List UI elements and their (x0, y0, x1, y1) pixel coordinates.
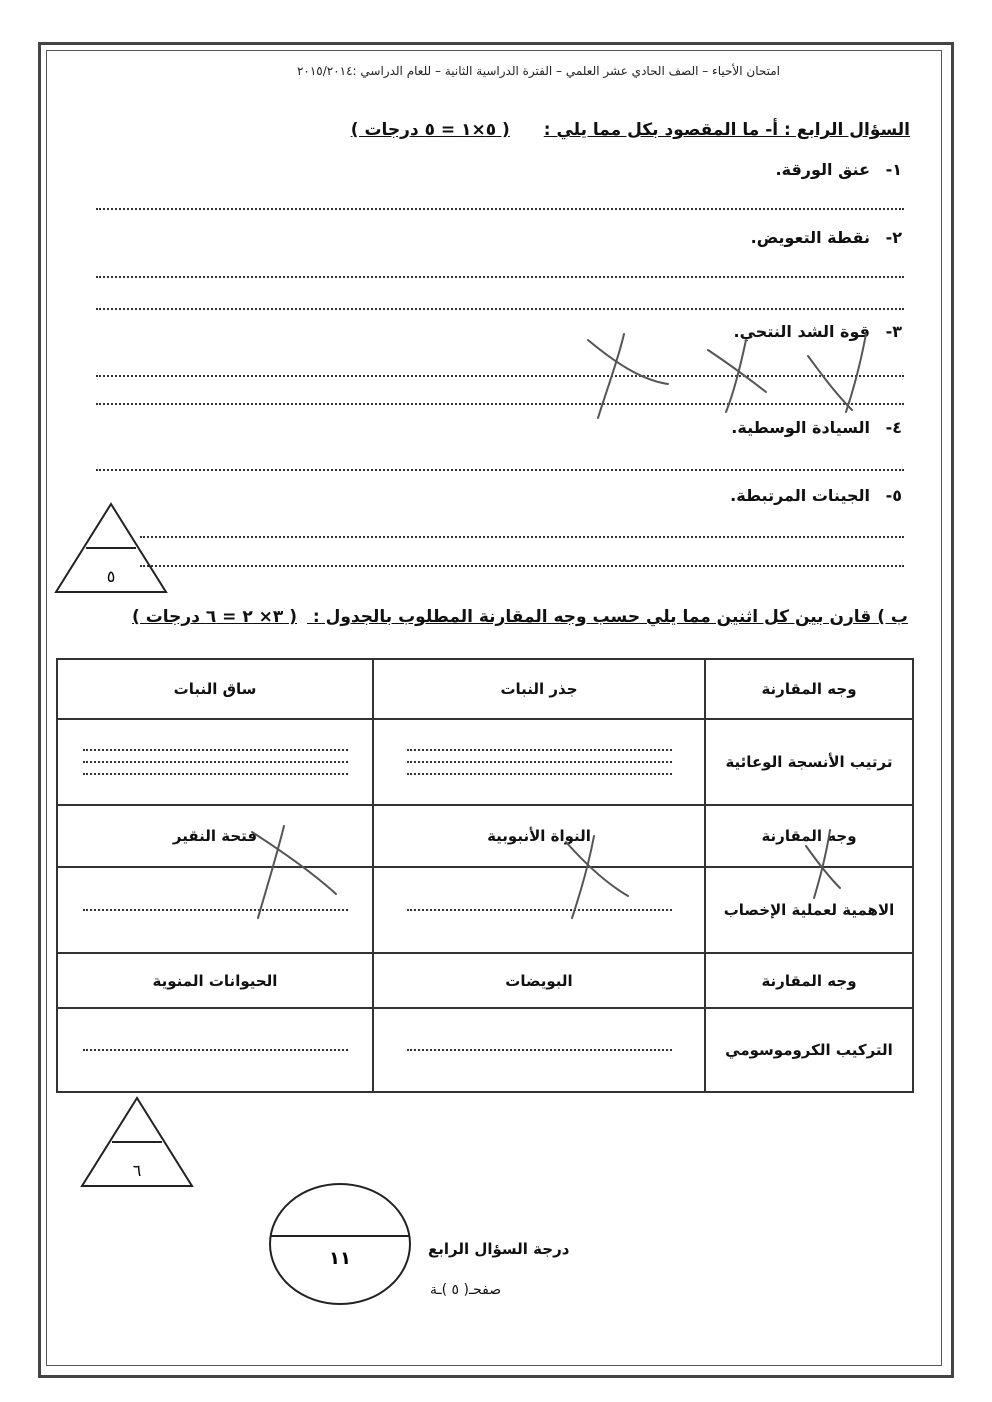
answer-line[interactable] (96, 308, 904, 310)
answer-line[interactable] (96, 375, 904, 377)
answer-cell[interactable] (57, 1008, 373, 1092)
answer-line[interactable] (96, 403, 904, 405)
item-number: ١- (885, 160, 902, 179)
aspect-cell: وجه المقارنة (705, 953, 913, 1008)
definition-item (734, 322, 902, 341)
total-grade-value: ١١ (329, 1248, 351, 1269)
part-b-marks: ( ٣× ٢ = ٦ درجات ) (132, 607, 297, 627)
answer-line[interactable] (96, 276, 904, 278)
definition-item (730, 486, 902, 505)
item-text: قوة الشد النتحي. (733, 322, 870, 341)
answer-cell[interactable] (57, 867, 373, 953)
answer-cell[interactable] (373, 719, 705, 805)
answer-line[interactable] (96, 469, 904, 471)
part-b-title (132, 607, 908, 627)
aspect-cell: وجه المقارنة (705, 659, 913, 719)
answer-line[interactable] (140, 565, 904, 567)
answer-line[interactable] (96, 208, 904, 210)
question-4-marks: ( ٥×١ = ٥ درجات ) (350, 120, 510, 140)
exam-header: امتحان الأحياء – الصف الحادي عشر العلمي – الفترة الدراسية الثانية – للعام الدراسي :٢٠١٥/٢٠١٤ (296, 64, 780, 78)
table-header-cell: النواة الأنبوبية (373, 805, 705, 867)
item-number: ٢- (885, 228, 902, 247)
answer-cell[interactable] (57, 719, 373, 805)
item-number: ٥- (885, 486, 902, 505)
score-a-value: ٥ (106, 567, 116, 586)
definition-item (751, 228, 902, 247)
table-row (57, 719, 913, 805)
page-number: صفحـ( ٥ )ـة (430, 1282, 502, 1298)
table-header-cell: الحيوانات المنوية (57, 953, 373, 1008)
table-row (57, 659, 913, 719)
table-row (57, 1008, 913, 1092)
score-triangle-b (78, 1094, 196, 1190)
total-grade-circle (265, 1180, 415, 1310)
grade-label: درجة السؤال الرابع (428, 1240, 570, 1258)
table-header-cell: جذر النبات (373, 659, 705, 719)
aspect-cell: وجه المقارنة (705, 805, 913, 867)
part-b-label: ب ) قارن بين كل اثنين مما يلي حسب وجه المقارنة المطلوب بالجدول : (312, 607, 908, 627)
item-text: عنق الورقة. (775, 160, 870, 179)
aspect-cell: الاهمية لعملية الإخصاب (705, 867, 913, 953)
table-row (57, 867, 913, 953)
answer-cell[interactable] (373, 1008, 705, 1092)
definition-item (731, 418, 902, 437)
question-4-label: السؤال الرابع : أ- ما المقصود بكل مما يلي : (543, 120, 910, 140)
score-triangle-a (52, 500, 170, 596)
table-header-cell: ساق النبات (57, 659, 373, 719)
table-header-cell: فتحة النقير (57, 805, 373, 867)
item-number: ٤- (885, 418, 902, 437)
table-row (57, 953, 913, 1008)
item-text: السيادة الوسطية. (731, 418, 870, 437)
answer-line[interactable] (140, 536, 904, 538)
definition-item (776, 160, 902, 179)
comparison-table (56, 658, 914, 1093)
table-row (57, 805, 913, 867)
table-header-cell: البويضات (373, 953, 705, 1008)
item-text: نقطة التعويض. (750, 228, 870, 247)
aspect-cell: ترتيب الأنسجة الوعائية (705, 719, 913, 805)
score-b-value: ٦ (132, 1161, 142, 1180)
item-number: ٣- (885, 322, 902, 341)
aspect-cell: التركيب الكروموسومي (705, 1008, 913, 1092)
item-text: الجينات المرتبطة. (730, 486, 870, 505)
answer-cell[interactable] (373, 867, 705, 953)
question-4-title (351, 120, 910, 140)
